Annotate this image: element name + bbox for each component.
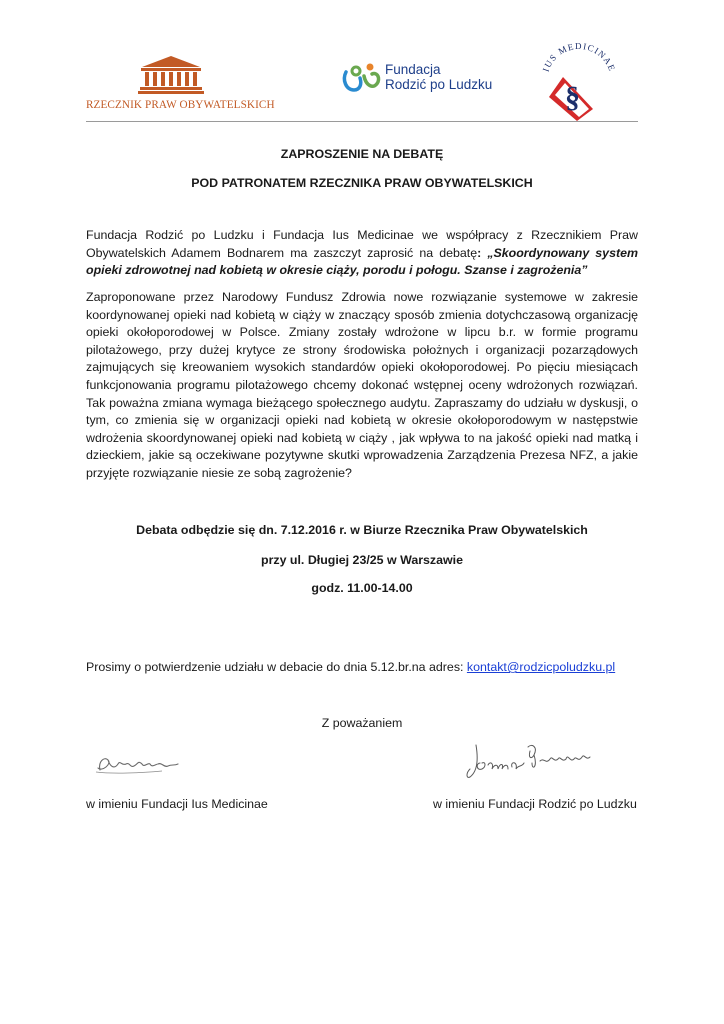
rsvp-email-link[interactable]: kontakt@rodzicpoludzku.pl (466, 660, 616, 674)
frpl-logo-text (385, 62, 492, 92)
ius-logo-arc-text: IUS MEDICINAE (540, 40, 618, 74)
svg-text:IUS MEDICINAE (541, 41, 618, 73)
frpl-figures-icon (340, 62, 382, 94)
right-signatory-label: w imieniu Fundacji Rodzić po Ludzku (433, 797, 637, 811)
patronage-subtitle: POD PATRONATEM RZECZNIKA PRAW OBYWATELSKICH (191, 176, 533, 190)
event-address: przy ul. Długiej 23/25 w Warszawie (261, 553, 463, 567)
rpo-logo-text: RZECZNIK PRAW OBYWATELSKICH (86, 99, 275, 111)
rsvp-line (86, 660, 615, 674)
intro-paragraph (86, 227, 638, 280)
svg-text:§: § (565, 81, 580, 114)
regards-text: Z poważaniem (321, 716, 403, 730)
invitation-title: ZAPROSZENIE NA DEBATĘ (280, 147, 444, 161)
header-divider (86, 121, 638, 122)
right-signature-image (462, 737, 598, 783)
event-time: godz. 11.00-14.00 (311, 581, 413, 595)
body-paragraph: Zaproponowane przez Narodowy Fundusz Zdrowia nowe rozwiązanie systemowe w zakresie koordynowanej opieki nad kobietą w ciąży w znaczący sposób zmienia dotychczasową organizację opieki okołoporodowej w Polsce. Zmiany zostały wdrożone w lipcu b.r. w formie programu pilotażowego, przy dużej krytyce ze strony środowiska położnych i organizacji pozarządowych zajmujących się kreowaniem wysokich standardów opieki okołoporodowej. Po pięciu miesiącach funkcjonowania programu pilotażowego chcemy dokonać wstępnej oceny wdrożonych rozwiązań. Tak poważna zmiana wymaga bieżącego społecznego audytu. Zapraszamy do udziału w dyskusji, o tym, co zmienia się w organizacji opieki nad kobietą w okresie okołoporodowym w następstwie wdrożenia skoordynowanej opieki nad kobietą w ciąży , jak wpływa to na jakość opieki nad matką i dzieckiem, jakie są oczekiwane pozytywne skutki wprowadzenia Zarządzenia Prezesa NFZ, a jakie przyjęte rozwiązanie niesie ze sobą zagrożenie? (86, 290, 638, 480)
left-signatory-label: w imieniu Fundacji Ius Medicinae (86, 797, 268, 811)
frpl-logo (340, 60, 520, 100)
right-signature (462, 737, 598, 788)
frpl-logo-line2: Rodzić po Ludzku (385, 77, 493, 92)
left-signature-image (92, 752, 184, 778)
intro-colon: : (477, 245, 488, 260)
ius-medicinae-logo (533, 37, 625, 127)
ius-medicinae-emblem-icon (533, 37, 625, 127)
intro-text: Fundacja Rodzić po Ludzku i Fundacja Ius Medicinae we współpracy z Rzecznikiem Praw Obywatelskich Adamem Bodnarem ma zaszczyt zaprosić na debatę (86, 228, 638, 260)
left-signature (92, 752, 184, 783)
event-date-place: Debata odbędzie się dn. 7.12.2016 r. w Biurze Rzecznika Praw Obywatelskich (136, 523, 588, 537)
debate-topic: „Skoordynowany system opieki zdrowotnej nad kobietą w okresie ciąży, porodu i połogu. Szanse i zagrożenia” (86, 245, 639, 278)
frpl-logo-line1: Fundacja (385, 62, 441, 77)
rpo-building-icon (138, 55, 204, 95)
rpo-logo (86, 55, 275, 117)
rsvp-text: Prosimy o potwierdzenie udziału w debacie do dnia 5.12.br.na adres: (86, 660, 467, 674)
